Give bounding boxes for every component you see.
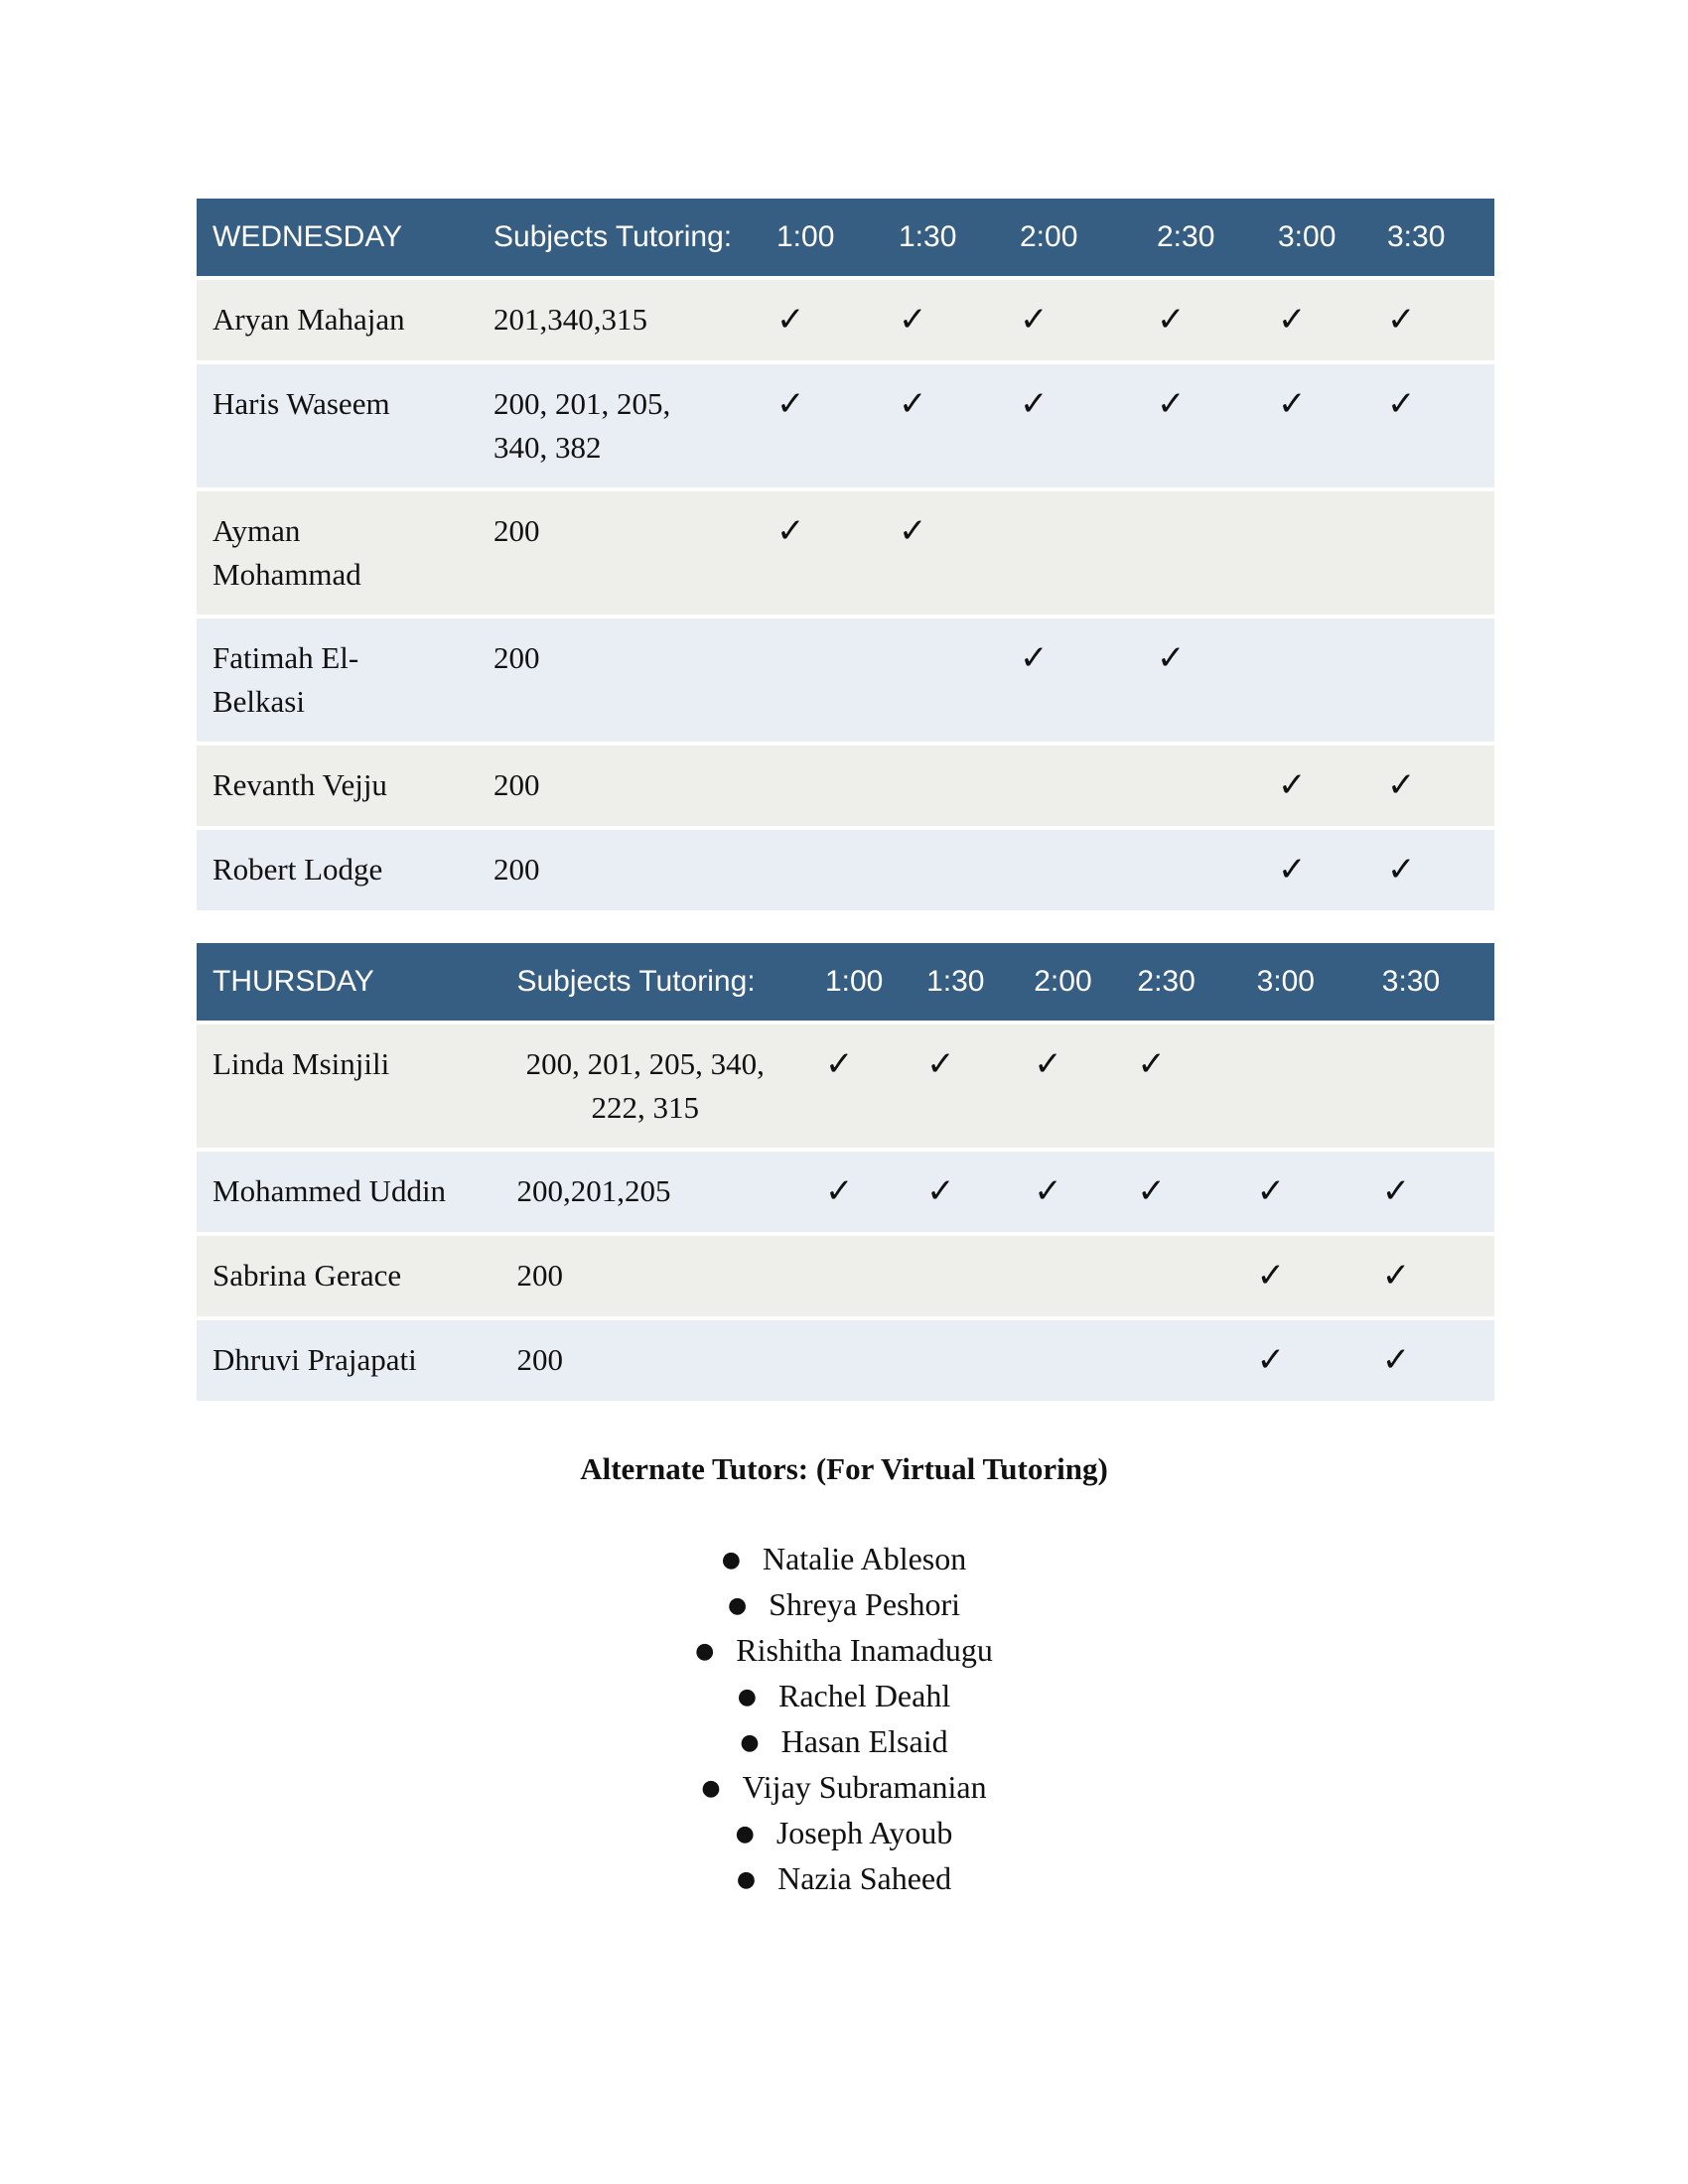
check-icon: ✓: [824, 1044, 854, 1084]
tutor-row: [197, 1152, 1494, 1232]
tutor-subjects: 200: [478, 491, 761, 614]
availability-cell: [1121, 1152, 1240, 1232]
availability-cell: [1371, 618, 1494, 742]
time-header: 2:00: [1004, 199, 1141, 276]
availability-cell: [809, 1152, 911, 1232]
list-item: [0, 1674, 1688, 1719]
check-icon: ✓: [1034, 1044, 1062, 1084]
availability-cell: [911, 1024, 1018, 1148]
availability-cell: [911, 1152, 1018, 1232]
availability-cell: [1018, 1152, 1121, 1232]
availability-cell: [1018, 1320, 1121, 1401]
check-icon: ✓: [1020, 638, 1049, 678]
subjects-header: Subjects Tutoring:: [500, 943, 808, 1021]
availability-cell: [1366, 1320, 1494, 1401]
list-item: [0, 1765, 1688, 1811]
check-icon: ✓: [1256, 1171, 1286, 1211]
check-icon: ✓: [1387, 765, 1416, 805]
availability-cell: [761, 830, 883, 910]
check-icon: ✓: [776, 384, 805, 424]
availability-cell: [1262, 830, 1371, 910]
bullet-icon: ●: [736, 1867, 757, 1892]
tutor-name: Hasan Elsaid: [780, 1723, 948, 1759]
bullet-icon: ●: [695, 1639, 715, 1664]
tutor-subjects: 200, 201, 205, 340, 222, 315: [500, 1024, 808, 1148]
check-icon: ✓: [1387, 850, 1416, 889]
availability-cell: [1262, 491, 1371, 614]
availability-cell: [1004, 746, 1141, 826]
tutor-name: Natalie Ableson: [762, 1541, 967, 1576]
availability-cell: [1366, 1024, 1494, 1148]
thursday-header-row: [197, 943, 1494, 1021]
availability-cell: [1241, 1024, 1366, 1148]
check-icon: ✓: [926, 1171, 955, 1211]
tutor-row: [197, 1024, 1494, 1148]
tutor-name: Revanth Vejju: [197, 746, 478, 826]
subjects-header: Subjects Tutoring:: [478, 199, 761, 276]
availability-cell: [883, 746, 1004, 826]
availability-cell: [1141, 830, 1262, 910]
tutor-row: [197, 364, 1494, 487]
check-icon: ✓: [1278, 384, 1307, 424]
availability-cell: [1262, 364, 1371, 487]
check-icon: ✓: [1278, 765, 1307, 805]
time-header: 3:00: [1262, 199, 1371, 276]
tutor-name: Dhruvi Prajapati: [197, 1320, 500, 1401]
check-icon: ✓: [926, 1044, 955, 1084]
tutor-name: Vijay Subramanian: [742, 1769, 987, 1805]
day-header: THURSDAY: [197, 943, 500, 1021]
check-icon: ✓: [1256, 1340, 1286, 1380]
availability-cell: [761, 280, 883, 360]
availability-cell: [1018, 1024, 1121, 1148]
time-header: 1:00: [809, 943, 911, 1021]
availability-cell: [1004, 280, 1141, 360]
check-icon: ✓: [899, 511, 927, 551]
tutor-subjects: 200: [478, 830, 761, 910]
tutor-subjects: 200,201,205: [500, 1152, 808, 1232]
check-icon: ✓: [1278, 850, 1307, 889]
availability-cell: [1366, 1152, 1494, 1232]
tutor-row: [197, 280, 1494, 360]
tutor-name: Joseph Ayoub: [775, 1815, 953, 1850]
availability-cell: [1262, 618, 1371, 742]
tutor-name: Rachel Deahl: [777, 1678, 951, 1713]
tutor-subjects: 200: [478, 746, 761, 826]
availability-cell: [1141, 280, 1262, 360]
bullet-icon: ●: [737, 1685, 757, 1709]
tutor-subjects: 200: [500, 1320, 808, 1401]
check-icon: ✓: [1020, 384, 1049, 424]
availability-cell: [1262, 280, 1371, 360]
tutor-name: Ayman Mohammad: [197, 491, 478, 614]
availability-cell: [1004, 618, 1141, 742]
availability-cell: [883, 280, 1004, 360]
tutor-row: [197, 1236, 1494, 1316]
tutor-row: [197, 830, 1494, 910]
check-icon: ✓: [776, 511, 805, 551]
time-header: 3:00: [1241, 943, 1366, 1021]
tutor-subjects: 200: [500, 1236, 808, 1316]
list-item: [0, 1856, 1688, 1902]
wednesday-header-row: [197, 199, 1494, 276]
tutor-row: [197, 491, 1494, 614]
tutor-name: Robert Lodge: [197, 830, 478, 910]
availability-cell: [761, 491, 883, 614]
availability-cell: [761, 618, 883, 742]
check-icon: ✓: [1387, 384, 1416, 424]
check-icon: ✓: [1381, 1256, 1411, 1296]
check-icon: ✓: [1157, 384, 1186, 424]
tutor-row: [197, 1320, 1494, 1401]
check-icon: ✓: [1387, 300, 1416, 340]
check-icon: ✓: [1137, 1171, 1166, 1211]
check-icon: ✓: [1256, 1256, 1286, 1296]
tutor-name: Linda Msinjili: [197, 1024, 500, 1148]
availability-cell: [1262, 746, 1371, 826]
availability-cell: [1371, 491, 1494, 614]
availability-cell: [883, 491, 1004, 614]
time-header: 1:30: [883, 199, 1004, 276]
availability-cell: [1371, 280, 1494, 360]
availability-cell: [1018, 1236, 1121, 1316]
tutor-name: Aryan Mahajan: [197, 280, 478, 360]
availability-cell: [809, 1024, 911, 1148]
availability-cell: [883, 618, 1004, 742]
time-header: 2:30: [1121, 943, 1240, 1021]
availability-cell: [1004, 830, 1141, 910]
availability-cell: [761, 364, 883, 487]
bullet-icon: ●: [701, 1776, 721, 1801]
check-icon: ✓: [824, 1171, 854, 1211]
check-icon: ✓: [1034, 1171, 1062, 1211]
availability-cell: [911, 1320, 1018, 1401]
bullet-icon: ●: [721, 1548, 741, 1572]
tutor-name: Fatimah El-Belkasi: [197, 618, 478, 742]
bullet-icon: ●: [740, 1730, 760, 1755]
list-item: [0, 1719, 1688, 1765]
time-header: 1:30: [911, 943, 1018, 1021]
tutor-name: Sabrina Gerace: [197, 1236, 500, 1316]
availability-cell: [809, 1236, 911, 1316]
alternate-tutors-title: Alternate Tutors: (For Virtual Tutoring): [580, 1451, 1108, 1486]
bullet-icon: ●: [735, 1822, 755, 1846]
availability-cell: [1121, 1236, 1240, 1316]
availability-cell: [1121, 1024, 1240, 1148]
availability-cell: [809, 1320, 911, 1401]
tutor-name: Nazia Saheed: [777, 1860, 952, 1896]
availability-cell: [911, 1236, 1018, 1316]
tutor-subjects: 200, 201, 205, 340, 382: [478, 364, 761, 487]
thursday-table: [197, 939, 1494, 1405]
check-icon: ✓: [776, 300, 805, 340]
time-header: 1:00: [761, 199, 883, 276]
bullet-icon: ●: [727, 1593, 748, 1618]
time-header: 3:30: [1371, 199, 1494, 276]
check-icon: ✓: [1278, 300, 1307, 340]
availability-cell: [1141, 746, 1262, 826]
check-icon: ✓: [899, 384, 927, 424]
availability-cell: [1141, 364, 1262, 487]
availability-cell: [761, 746, 883, 826]
tutor-name: Shreya Peshori: [769, 1586, 961, 1622]
wednesday-table: [197, 195, 1494, 914]
availability-cell: [1241, 1320, 1366, 1401]
check-icon: ✓: [1137, 1044, 1166, 1084]
tutor-row: [197, 746, 1494, 826]
availability-cell: [1241, 1236, 1366, 1316]
availability-cell: [883, 830, 1004, 910]
list-item: [0, 1811, 1688, 1856]
availability-cell: [1366, 1236, 1494, 1316]
tutor-name: Mohammed Uddin: [197, 1152, 500, 1232]
check-icon: ✓: [1020, 300, 1049, 340]
check-icon: ✓: [1381, 1171, 1411, 1211]
availability-cell: [1141, 491, 1262, 614]
day-header: WEDNESDAY: [197, 199, 478, 276]
tutor-name: Rishitha Inamadugu: [736, 1632, 993, 1668]
list-item: [0, 1582, 1688, 1628]
list-item: [0, 1628, 1688, 1674]
availability-cell: [1371, 830, 1494, 910]
availability-cell: [1121, 1320, 1240, 1401]
check-icon: ✓: [1381, 1340, 1411, 1380]
tutor-name: Haris Waseem: [197, 364, 478, 487]
availability-cell: [1141, 618, 1262, 742]
time-header: 2:00: [1018, 943, 1121, 1021]
availability-cell: [1241, 1152, 1366, 1232]
time-header: 3:30: [1366, 943, 1494, 1021]
tutor-subjects: 200: [478, 618, 761, 742]
list-item: [0, 1537, 1688, 1582]
tutor-subjects: 201,340,315: [478, 280, 761, 360]
alternate-tutors-list: [0, 1537, 1688, 1902]
availability-cell: [1004, 491, 1141, 614]
check-icon: ✓: [1157, 638, 1186, 678]
check-icon: ✓: [899, 300, 927, 340]
availability-cell: [883, 364, 1004, 487]
availability-cell: [1371, 364, 1494, 487]
time-header: 2:30: [1141, 199, 1262, 276]
availability-cell: [1004, 364, 1141, 487]
tutor-row: [197, 618, 1494, 742]
availability-cell: [1371, 746, 1494, 826]
check-icon: ✓: [1157, 300, 1186, 340]
